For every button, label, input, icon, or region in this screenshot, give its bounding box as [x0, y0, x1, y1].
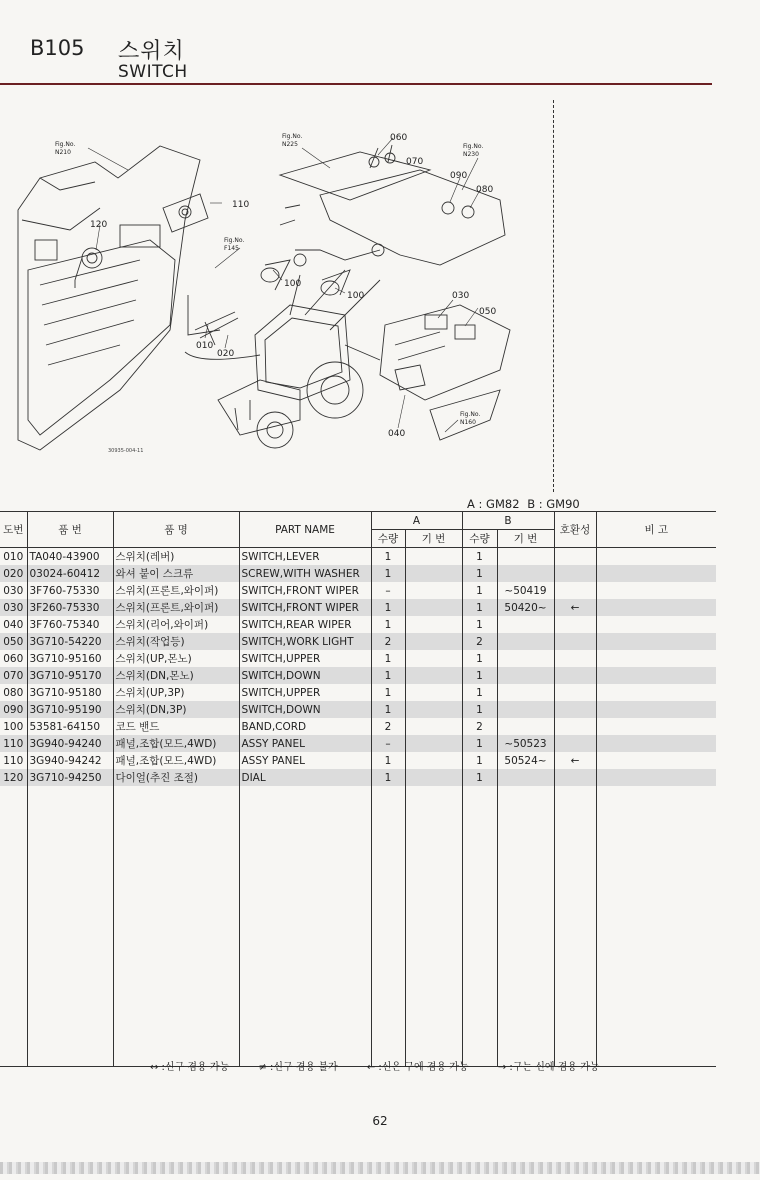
legend-item: ← :신은 구에 겸용 가능 — [366, 1062, 469, 1073]
row-part-no: 3G710-95170 — [27, 667, 113, 684]
fig-ref-label: Fig.No. — [463, 143, 484, 150]
row-no: 030 — [3, 584, 24, 597]
col-header-compat: 호환성 — [554, 512, 596, 548]
row-part-no: 3F260-75330 — [27, 599, 113, 616]
callout-number: 120 — [90, 220, 108, 230]
row-part-name: SWITCH,REAR WIPER — [239, 616, 371, 633]
row-serial-a — [405, 752, 462, 769]
row-compat — [554, 718, 596, 735]
row-qty-a: 1 — [371, 701, 405, 718]
row-qty-a: 2 — [371, 718, 405, 735]
model-b-label: B : GM90 — [527, 497, 580, 511]
col-header-remarks: 비 고 — [596, 512, 716, 548]
row-qty-a: 1 — [371, 565, 405, 582]
row-compat — [554, 633, 596, 650]
row-name-ko: 스위치(레버) — [113, 548, 239, 566]
row-serial-a — [405, 565, 462, 582]
empty-cell — [554, 786, 596, 1067]
row-compat — [554, 582, 596, 599]
fig-ref-number: F145 — [224, 245, 239, 252]
table-empty-area — [0, 786, 716, 1067]
row-remarks — [596, 582, 716, 599]
row-part-name: BAND,CORD — [239, 718, 371, 735]
row-serial-a — [405, 735, 462, 752]
callout-number: 070 — [406, 157, 424, 167]
row-serial-b — [497, 565, 554, 582]
row-qty-a: 1 — [371, 752, 405, 769]
row-serial-b — [497, 616, 554, 633]
parts-table — [0, 511, 716, 1067]
empty-cell — [27, 786, 113, 1067]
row-serial-a — [405, 633, 462, 650]
table-row — [0, 667, 716, 684]
row-part-no: 3F760-75340 — [27, 616, 113, 633]
row-name-ko: 스위치(작업등) — [113, 633, 239, 650]
row-qty-a: 2 — [371, 633, 405, 650]
fig-ref-number: N160 — [460, 419, 476, 426]
callout-number: 060 — [390, 133, 408, 143]
page-number: 62 — [372, 1114, 388, 1128]
row-serial-b — [497, 769, 554, 786]
row-serial-b: ~50523 — [497, 735, 554, 752]
table-row — [0, 718, 716, 735]
callout-number: 080 — [476, 185, 494, 195]
tractor-drawing — [218, 305, 363, 448]
fig-ref-label: Fig.No. — [460, 411, 481, 418]
row-qty-b: 1 — [462, 752, 497, 769]
row-part-no: TA040-43900 — [27, 548, 113, 566]
row-qty-b: 1 — [462, 548, 497, 566]
col-header-group-b: B — [462, 512, 554, 530]
row-serial-a — [405, 616, 462, 633]
callout-number: 030 — [452, 291, 470, 301]
callout-number: 110 — [232, 200, 250, 210]
empty-cell — [596, 786, 716, 1067]
row-qty-a: 1 — [371, 684, 405, 701]
row-qty-b: 2 — [462, 633, 497, 650]
row-serial-b — [497, 684, 554, 701]
row-serial-a — [405, 701, 462, 718]
callout-number: 100 — [347, 291, 365, 301]
row-serial-a — [405, 599, 462, 616]
col-header-part-name: PART NAME — [239, 512, 371, 548]
row-qty-a: 1 — [371, 667, 405, 684]
fig-ref-number: N210 — [55, 149, 71, 156]
assy-panel-drawing — [163, 194, 208, 232]
row-part-name: ASSY PANEL — [239, 735, 371, 752]
row-part-name: ASSY PANEL — [239, 752, 371, 769]
row-compat — [554, 701, 596, 718]
callout-number: 010 — [196, 341, 214, 351]
row-part-no: 03024-60412 — [27, 565, 113, 582]
table-row — [0, 582, 716, 599]
row-name-ko: 스위치(프론트,와이퍼) — [113, 599, 239, 616]
row-qty-b: 1 — [462, 769, 497, 786]
row-name-ko: 패널,조합(모드,4WD) — [113, 752, 239, 769]
table-row — [0, 701, 716, 718]
row-qty-a: – — [371, 582, 405, 599]
col-header-group-a: A — [371, 512, 462, 530]
row-compat — [554, 667, 596, 684]
row-compat — [554, 565, 596, 582]
row-qty-b: 1 — [462, 599, 497, 616]
row-part-name: SWITCH,DOWN — [239, 667, 371, 684]
row-compat — [554, 684, 596, 701]
table-row — [0, 616, 716, 633]
cab-interior-drawing — [18, 146, 200, 450]
row-remarks — [596, 752, 716, 769]
row-serial-a — [405, 684, 462, 701]
drawing-id: 30935-004-11 — [108, 448, 144, 454]
ceiling-harness-drawing — [261, 145, 505, 295]
row-no: 110 — [0, 735, 27, 752]
table-row — [0, 769, 716, 786]
callout-number: 040 — [388, 429, 406, 439]
row-serial-a — [405, 582, 462, 599]
row-no: 030 — [0, 599, 27, 616]
row-part-no: 3G940-94240 — [27, 735, 113, 752]
row-serial-a — [405, 548, 462, 566]
row-qty-b: 1 — [462, 650, 497, 667]
row-remarks — [596, 633, 716, 650]
row-qty-a: 1 — [371, 616, 405, 633]
row-compat — [554, 616, 596, 633]
empty-cell — [0, 786, 27, 1067]
scan-edge — [0, 1162, 760, 1174]
section-title-ko: 스위치 — [118, 39, 185, 64]
row-qty-a: 1 — [371, 548, 405, 566]
section-code: B105 — [30, 36, 85, 60]
row-serial-b — [497, 701, 554, 718]
row-qty-b: 1 — [462, 684, 497, 701]
row-part-name: SWITCH,UPPER — [239, 684, 371, 701]
row-compat — [554, 735, 596, 752]
col-header-qty-a: 수량 — [371, 530, 405, 548]
row-qty-b: 1 — [462, 667, 497, 684]
row-no: 040 — [3, 618, 24, 631]
row-qty-a: – — [371, 735, 405, 752]
row-serial-b — [497, 548, 554, 566]
row-serial-b — [497, 718, 554, 735]
table-row — [0, 684, 716, 701]
row-name-ko: 코드 밴드 — [113, 718, 239, 735]
row-qty-b: 1 — [462, 701, 497, 718]
row-compat — [554, 650, 596, 667]
row-no: 060 — [3, 652, 24, 665]
row-serial-a — [405, 718, 462, 735]
table-row — [0, 633, 716, 650]
row-serial-a — [405, 667, 462, 684]
empty-cell — [371, 786, 405, 1067]
row-no: 070 — [0, 667, 27, 684]
table-row — [0, 548, 716, 566]
row-remarks — [596, 565, 716, 582]
row-compat — [554, 769, 596, 786]
row-serial-b — [497, 667, 554, 684]
fig-ref-number: N230 — [463, 151, 479, 158]
model-legend — [467, 497, 584, 511]
header-rule — [0, 83, 712, 85]
callout-number: 100 — [284, 279, 302, 289]
row-part-name: SCREW,WITH WASHER — [239, 565, 371, 582]
row-qty-a: 1 — [371, 769, 405, 786]
row-part-name: SWITCH,FRONT WIPER — [239, 582, 371, 599]
lever-switch-drawing — [188, 295, 238, 345]
row-name-ko: 다이얼(추진 조절) — [113, 769, 239, 786]
row-remarks — [596, 616, 716, 633]
row-part-name: SWITCH,DOWN — [239, 701, 371, 718]
row-name-ko: 스위치(DN,몬노) — [113, 667, 239, 684]
row-qty-a: 1 — [371, 650, 405, 667]
empty-cell — [497, 786, 554, 1067]
row-qty-b: 1 — [462, 616, 497, 633]
row-part-no: 53581-64150 — [27, 718, 113, 735]
row-remarks — [596, 548, 716, 566]
empty-cell — [239, 786, 371, 1067]
row-name-ko: 스위치(UP,3P) — [113, 684, 239, 701]
dial-drawing — [75, 248, 102, 288]
row-remarks — [596, 718, 716, 735]
legend-item: ↔ :신구 겸용 가능 — [150, 1062, 230, 1073]
table-row — [0, 599, 716, 616]
fig-ref-label: Fig.No. — [224, 237, 245, 244]
row-name-ko: 와셔 붙이 스크류 — [113, 565, 239, 582]
row-no: 050 — [0, 633, 27, 650]
col-header-serial-a: 기 번 — [405, 530, 462, 548]
reference-arrows — [185, 270, 380, 360]
row-no: 020 — [0, 565, 27, 582]
row-compat: ← — [554, 599, 596, 616]
row-name-ko: 스위치(DN,3P) — [113, 701, 239, 718]
row-part-name: SWITCH,LEVER — [239, 548, 371, 566]
section-title-en: SWITCH — [118, 62, 188, 82]
row-qty-b: 2 — [462, 718, 497, 735]
row-no: 100 — [3, 720, 24, 733]
row-remarks — [596, 701, 716, 718]
row-qty-b: 1 — [462, 735, 497, 752]
row-part-no: 3G710-95190 — [27, 701, 113, 718]
col-header-no: 도번 — [0, 512, 27, 548]
fig-ref-number: N225 — [282, 141, 298, 148]
row-serial-a — [405, 769, 462, 786]
row-qty-b: 1 — [462, 582, 497, 599]
row-serial-b — [497, 650, 554, 667]
legend-item: → :구는 신에 겸용 가능 — [497, 1062, 600, 1073]
row-qty-b: 1 — [462, 565, 497, 582]
empty-cell — [113, 786, 239, 1067]
row-serial-b: ~50419 — [497, 582, 554, 599]
row-no: 110 — [3, 754, 24, 767]
row-remarks — [596, 684, 716, 701]
table-row — [0, 735, 716, 752]
fig-ref-label: Fig.No. — [282, 133, 303, 140]
callout-number: 090 — [450, 171, 468, 181]
col-header-qty-b: 수량 — [462, 530, 497, 548]
compatibility-legend — [150, 1058, 626, 1073]
callout-number: 050 — [479, 307, 497, 317]
row-part-no: 3G940-94242 — [27, 752, 113, 769]
callout-number: 020 — [217, 349, 235, 359]
col-header-serial-b: 기 번 — [497, 530, 554, 548]
row-name-ko: 패널,조합(모드,4WD) — [113, 735, 239, 752]
row-part-no: 3G710-95160 — [27, 650, 113, 667]
row-compat — [554, 548, 596, 566]
legend-item: ≠ :신구 겸용 불가 — [258, 1062, 338, 1073]
row-serial-b — [497, 633, 554, 650]
parts-table-body — [0, 548, 716, 1067]
row-part-name: SWITCH,WORK LIGHT — [239, 633, 371, 650]
row-qty-a: 1 — [371, 599, 405, 616]
row-part-name: DIAL — [239, 769, 371, 786]
row-name-ko: 스위치(리어,와이퍼) — [113, 616, 239, 633]
row-part-name: SWITCH,UPPER — [239, 650, 371, 667]
row-no: 120 — [0, 769, 27, 786]
row-part-no: 3G710-94250 — [27, 769, 113, 786]
row-compat: ← — [554, 752, 596, 769]
table-row — [0, 752, 716, 769]
row-no: 090 — [0, 701, 27, 718]
table-row — [0, 565, 716, 582]
col-header-name-ko: 품 명 — [113, 512, 239, 548]
row-name-ko: 스위치(UP,몬노) — [113, 650, 239, 667]
fig-ref-label: Fig.No. — [55, 141, 76, 148]
row-no: 010 — [3, 550, 24, 563]
row-remarks — [596, 599, 716, 616]
row-serial-b: 50524~ — [497, 752, 554, 769]
empty-cell — [462, 786, 497, 1067]
row-part-name: SWITCH,FRONT WIPER — [239, 599, 371, 616]
col-header-part-no: 품 번 — [27, 512, 113, 548]
row-no: 080 — [3, 686, 24, 699]
row-remarks — [596, 667, 716, 684]
empty-cell — [405, 786, 462, 1067]
row-part-no: 3F760-75330 — [27, 582, 113, 599]
row-remarks — [596, 735, 716, 752]
model-a-label: A : GM82 — [467, 497, 520, 511]
row-serial-a — [405, 650, 462, 667]
table-row — [0, 650, 716, 667]
row-serial-b: 50420~ — [497, 599, 554, 616]
row-part-no: 3G710-54220 — [27, 633, 113, 650]
row-part-no: 3G710-95180 — [27, 684, 113, 701]
exploded-parts-diagram — [0, 90, 560, 470]
row-name-ko: 스위치(프론트,와이퍼) — [113, 582, 239, 599]
row-remarks — [596, 650, 716, 667]
row-remarks — [596, 769, 716, 786]
